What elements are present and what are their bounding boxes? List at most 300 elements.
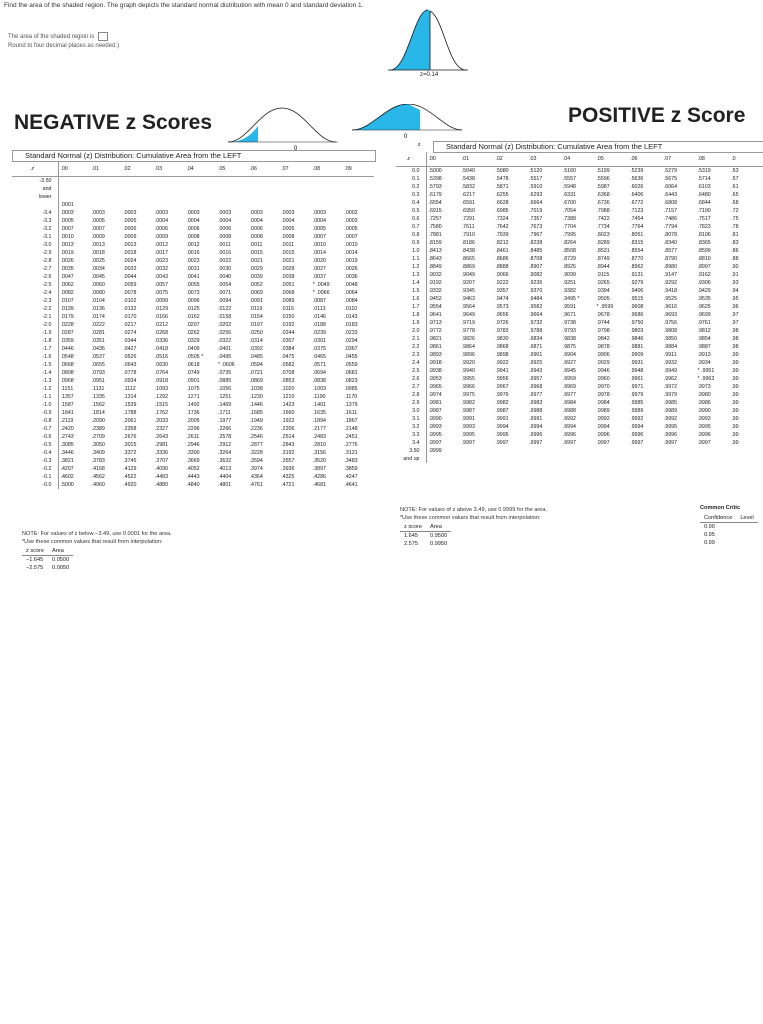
positive-area-cell: .7642 <box>495 224 509 230</box>
negative-area-cell: .1635 <box>312 410 327 416</box>
negative-z-cell: -1.5 <box>12 361 58 369</box>
positive-area-cell: .9821 <box>428 336 442 342</box>
positive-area-cell: .99 <box>731 360 739 366</box>
negative-col-header: .06 <box>248 162 280 177</box>
positive-area-cell <box>662 455 696 463</box>
negative-table-row <box>12 457 374 465</box>
negative-z-cell: -2.9 <box>12 249 58 257</box>
positive-area-cell: .86 <box>731 248 739 254</box>
negative-area-cell: .0485 <box>249 354 263 360</box>
positive-area-cell: .95 <box>731 296 739 302</box>
negative-area-cell: .1949 <box>249 418 263 424</box>
negative-area-cell: .0107 <box>60 298 74 304</box>
negative-area-cell: .0001 <box>60 202 74 208</box>
negative-area-cell: .0222 <box>91 322 105 328</box>
positive-z-cell: 3.4 <box>396 439 426 447</box>
positive-area-cell: .9971 <box>630 384 644 390</box>
negative-col-header: .00 <box>58 162 90 177</box>
positive-area-cell: * .9963 <box>697 376 715 382</box>
negative-area-cell: .1335 <box>91 394 105 400</box>
positive-area-cell: .9918 <box>428 360 442 366</box>
positive-area-cell: .7088 <box>596 208 610 214</box>
positive-area-cell: .9943 <box>529 368 543 374</box>
positive-area-cell: .9995 <box>697 424 711 430</box>
positive-z-cell: 3.50 <box>396 447 426 455</box>
negative-area-cell: .0158 <box>217 314 232 320</box>
negative-area-cell: .0104 <box>91 298 105 304</box>
negative-area-cell: .0038 <box>281 274 295 280</box>
negative-area-cell: .2743 <box>60 434 74 440</box>
negative-z-cell: -3.0 <box>12 241 58 249</box>
positive-area-cell: .9147 <box>663 272 678 278</box>
positive-area-cell: .9726 <box>495 320 509 326</box>
negative-area-cell: .4483 <box>154 474 169 480</box>
positive-area-cell: .9988 <box>529 408 543 414</box>
positive-area-cell: .8554 <box>630 248 644 254</box>
positive-area-cell: .5438 <box>461 176 475 182</box>
positive-col-header: .05 <box>594 152 628 167</box>
negative-area-cell: .0375 <box>312 346 327 352</box>
positive-area-cell: .9803 <box>630 328 644 334</box>
positive-area-cell: .7764 <box>630 224 644 230</box>
positive-area-cell: .9573 <box>495 304 509 310</box>
negative-area-cell: .0005 <box>91 218 105 224</box>
positive-area-cell: .99 <box>731 424 739 430</box>
negative-area-cell: .3594 <box>249 458 263 464</box>
positive-area-cell: .8577 <box>663 248 678 254</box>
negative-area-cell: .0016 <box>217 250 232 256</box>
negative-area-cell: .2090 <box>91 418 105 424</box>
positive-area-cell: .5319 <box>697 168 711 174</box>
negative-area-cell: .4090 <box>154 466 169 472</box>
positive-area-cell: .8665 <box>461 256 475 262</box>
positive-area-cell: .7967 <box>529 232 543 238</box>
negative-area-cell: .0516 <box>154 354 169 360</box>
positive-area-cell <box>561 447 595 455</box>
positive-area-cell <box>594 455 628 463</box>
positive-area-cell: .8413 <box>428 248 442 254</box>
negative-area-cell: .0003 <box>312 210 327 216</box>
positive-area-cell: .9495 * <box>562 296 580 302</box>
negative-area-cell: .0019 <box>344 258 358 264</box>
negative-area-cell: .0630 <box>154 362 169 368</box>
positive-z-cell: 1.1 <box>396 255 426 263</box>
positive-area-cell: .9973 <box>697 384 711 390</box>
negative-area-cell: .1056 <box>217 386 232 392</box>
positive-area-cell: .9992 <box>562 416 577 422</box>
negative-area-cell: .0170 <box>123 314 137 320</box>
positive-col-header: .0 <box>729 152 763 167</box>
negative-z-cell: -3.2 <box>12 225 58 233</box>
negative-area-cell: .0505 * <box>186 354 204 360</box>
positive-area-cell: .9993 <box>461 424 475 430</box>
positive-area-cell: .9967 <box>495 384 509 390</box>
positive-area-cell: .9986 <box>697 400 711 406</box>
negative-table-row <box>12 265 374 273</box>
negative-area-cell: .0028 <box>281 266 295 272</box>
negative-table-row <box>12 449 374 457</box>
negative-area-cell <box>184 177 216 186</box>
negative-area-cell: .0102 <box>123 298 137 304</box>
positive-area-cell: .6628 <box>495 200 509 206</box>
positive-z-cell: 2.6 <box>396 375 426 383</box>
negative-area-cell: .1867 <box>344 418 358 424</box>
negative-area-cell <box>216 201 248 209</box>
negative-area-cell: .0007 <box>312 234 327 240</box>
negative-area-cell: .2119 <box>60 418 74 424</box>
positive-area-cell: .7611 <box>461 224 475 230</box>
positive-area-cell: .9357 <box>495 288 509 294</box>
negative-z-cell: -2.6 <box>12 273 58 281</box>
positive-z-cell: 0.7 <box>396 223 426 231</box>
positive-area-cell: .9995 <box>495 432 509 438</box>
negative-area-cell: .4562 <box>91 474 105 480</box>
negative-table-row <box>12 313 374 321</box>
negative-area-cell: .0010 <box>312 242 327 248</box>
positive-area-cell: .8315 <box>630 240 644 246</box>
positive-area-cell: .9934 <box>697 360 711 366</box>
negative-area-cell: .3300 <box>186 450 200 456</box>
positive-z-cell: 0.5 <box>396 207 426 215</box>
positive-area-cell: .7190 <box>697 208 711 214</box>
positive-table-row <box>396 447 763 455</box>
negative-table-row <box>12 257 374 265</box>
positive-area-cell: .9641 <box>428 312 442 318</box>
negative-area-cell <box>279 177 311 186</box>
negative-interp-cell: 0.0500 <box>52 557 70 563</box>
negative-shaded <box>228 126 258 142</box>
positive-table-row <box>396 431 763 439</box>
negative-area-cell: .2483 <box>312 434 327 440</box>
negative-area-cell: .0823 <box>344 378 358 384</box>
positive-area-cell: .9850 <box>663 336 678 342</box>
negative-table-row <box>12 289 374 297</box>
positive-area-cell: .9997 <box>495 440 509 446</box>
negative-area-cell: .2061 <box>123 418 137 424</box>
negative-z-cell: -0.3 <box>12 457 58 465</box>
positive-area-cell: .8962 <box>630 264 644 270</box>
negative-area-cell <box>248 193 280 201</box>
negative-z-cell: -3.3 <box>12 217 58 225</box>
negative-area-cell: .3632 <box>217 458 232 464</box>
negative-table-row <box>12 241 374 249</box>
negative-area-cell: .2451 <box>344 434 358 440</box>
positive-area-cell: .7734 <box>596 224 610 230</box>
positive-area-cell: .9984 <box>562 400 577 406</box>
positive-area-cell: .5948 <box>562 184 577 190</box>
positive-area-cell: .9995 <box>663 424 678 430</box>
positive-area-cell: .5398 <box>428 176 442 182</box>
negative-area-cell: .0401 <box>217 346 232 352</box>
negative-area-cell: .0793 <box>91 370 105 376</box>
positive-z-cell: 1.9 <box>396 319 426 327</box>
negative-table-row <box>12 345 374 353</box>
positive-area-cell: .9838 <box>562 336 577 342</box>
positive-area-cell: .9713 <box>428 320 442 326</box>
positive-table-row <box>396 407 763 415</box>
positive-area-cell: .9162 <box>697 272 711 278</box>
positive-area-cell: .99 <box>731 440 739 446</box>
negative-area-cell: .0233 <box>344 330 358 336</box>
positive-area-cell: .9982 <box>495 400 509 406</box>
negative-area-cell: .3336 <box>154 450 169 456</box>
positive-area-cell: .6844 <box>697 200 711 206</box>
negative-area-cell: .0455 <box>344 354 358 360</box>
negative-area-cell <box>153 193 185 201</box>
negative-area-cell: .3520 <box>312 458 327 464</box>
negative-area-cell: .3446 <box>60 450 74 456</box>
negative-area-cell: .0122 <box>217 306 232 312</box>
answer-input[interactable] <box>98 32 108 41</box>
negative-area-cell: .0013 <box>60 242 74 248</box>
critical-cell: 0.99 <box>704 540 715 546</box>
positive-area-cell: .6217 <box>461 192 475 198</box>
positive-z-cell: 1.5 <box>396 287 426 295</box>
negative-area-cell: .0017 <box>154 250 169 256</box>
positive-table-row <box>396 175 763 183</box>
negative-z-cell: -1.6 <box>12 353 58 361</box>
positive-area-cell: .98 <box>731 328 739 334</box>
negative-area-cell: .2611 <box>186 434 200 440</box>
positive-area-cell: .99 <box>731 392 739 398</box>
positive-area-cell: .9994 <box>630 424 644 430</box>
positive-area-cell: .9756 <box>663 320 678 326</box>
positive-area-cell: .9959 <box>562 376 577 382</box>
positive-table-row <box>396 223 763 231</box>
negative-area-cell: .0314 <box>249 338 263 344</box>
negative-table-row <box>12 305 374 313</box>
negative-z-cell: -3.4 <box>12 209 58 217</box>
negative-area-cell: .1401 <box>312 402 327 408</box>
negative-table-row <box>12 225 374 233</box>
negative-area-cell <box>248 201 280 209</box>
positive-area-cell: .9948 <box>630 368 644 374</box>
positive-z-cell: 2.5 <box>396 367 426 375</box>
negative-z-cell: -1.0 <box>12 401 58 409</box>
negative-table-row <box>12 321 374 329</box>
negative-area-cell: .3121 <box>344 450 358 456</box>
negative-area-cell: .3859 <box>344 466 358 472</box>
positive-area-cell <box>426 455 460 463</box>
positive-area-cell: .9505 <box>596 296 610 302</box>
negative-area-cell: .0004 <box>186 218 200 224</box>
negative-area-cell: .0367 <box>344 346 358 352</box>
positive-area-cell: .7454 <box>630 216 644 222</box>
positive-table-row <box>396 215 763 223</box>
critical-values-title: Common Critic <box>700 505 741 511</box>
negative-area-cell <box>311 201 343 209</box>
negative-area-cell: .0183 <box>344 322 358 328</box>
positive-area-cell: .9970 <box>596 384 610 390</box>
positive-area-cell: .9925 <box>529 360 543 366</box>
negative-area-cell: .2709 <box>91 434 105 440</box>
negative-area-cell: .0005 <box>312 226 327 232</box>
positive-area-cell: .9901 <box>529 352 543 358</box>
positive-area-cell: .9945 <box>562 368 577 374</box>
negative-area-cell: .0655 <box>91 362 105 368</box>
negative-area-cell: .1038 <box>249 386 263 392</box>
negative-area-cell: .0006 <box>123 226 137 232</box>
positive-area-cell: .7324 <box>495 216 509 222</box>
negative-area-cell: .4404 <box>217 474 232 480</box>
negative-area-cell: .4247 <box>344 474 358 480</box>
negative-area-cell: .3821 <box>60 458 74 464</box>
positive-z-cell: 3.2 <box>396 423 426 431</box>
negative-area-cell: .4325 <box>281 474 295 480</box>
positive-area-cell: .9953 <box>428 376 442 382</box>
positive-area-cell: .9974 <box>428 392 442 398</box>
positive-area-cell: .9929 <box>596 360 610 366</box>
positive-area-cell: .9878 <box>596 344 610 350</box>
positive-z-cell: 0.8 <box>396 231 426 239</box>
negative-area-cell <box>342 201 374 209</box>
negative-area-cell <box>90 185 122 193</box>
negative-area-cell: .1190 <box>312 394 326 400</box>
positive-area-cell: .9861 <box>428 344 442 350</box>
positive-curve-z: z <box>418 142 421 148</box>
positive-area-cell: .8159 <box>428 240 442 246</box>
negative-area-cell: .0262 <box>186 330 200 336</box>
positive-area-cell: .8643 <box>428 256 442 262</box>
positive-area-cell: .7257 <box>428 216 442 222</box>
positive-area-cell: .9992 <box>596 416 610 422</box>
positive-interp-row <box>400 540 451 548</box>
negative-area-cell: .0008 <box>249 234 263 240</box>
negative-area-cell: * .0606 <box>217 362 235 368</box>
negative-area-cell: .0071 <box>217 290 232 296</box>
negative-area-cell <box>311 177 343 186</box>
positive-area-cell: .9949 <box>663 368 678 374</box>
negative-area-cell: .0018 <box>91 250 105 256</box>
negative-area-cell: .0025 <box>91 258 105 264</box>
negative-area-cell: .0006 <box>217 226 232 232</box>
negative-area-cell: .0119 <box>249 306 263 312</box>
positive-area-cell: .99 <box>731 400 739 406</box>
positive-table-row <box>396 295 763 303</box>
negative-area-cell: .0207 <box>186 322 200 328</box>
negative-area-cell: .2810 <box>312 442 327 448</box>
positive-area-cell: .9783 <box>495 328 509 334</box>
positive-area-cell: .5239 <box>630 168 644 174</box>
negative-area-cell: .4960 <box>91 482 105 488</box>
positive-area-cell: .9699 <box>697 312 711 318</box>
negative-area-cell <box>90 193 122 201</box>
negative-area-cell: .2514 <box>281 434 295 440</box>
negative-area-cell: .0044 <box>123 274 137 280</box>
positive-area-cell: .9997 <box>663 440 678 446</box>
negative-area-cell: .0179 <box>60 314 74 320</box>
negative-curve-zero: 0 <box>294 146 298 150</box>
positive-shaded <box>352 104 420 130</box>
critical-row <box>700 523 758 532</box>
negative-area-cell: .0003 <box>281 210 295 216</box>
negative-area-cell: .1711 <box>217 410 231 416</box>
positive-area-cell: .8106 <box>697 232 711 238</box>
positive-table-row <box>396 455 763 463</box>
negative-area-cell: .4840 <box>186 482 200 488</box>
negative-area-cell: .0069 <box>249 290 263 296</box>
positive-area-cell: .8508 <box>562 248 577 254</box>
negative-area-cell: .0024 <box>123 258 137 264</box>
negative-area-cell: .0143 <box>344 314 358 320</box>
negative-area-cell: .0495 <box>217 354 232 360</box>
negative-area-cell: .3783 <box>91 458 105 464</box>
positive-col-header: z <box>396 152 426 167</box>
negative-area-cell: .1314 <box>123 394 137 400</box>
negative-area-cell: .2236 <box>249 426 263 432</box>
positive-area-cell: .9988 <box>562 408 577 414</box>
negative-area-cell: .0020 <box>312 258 327 264</box>
positive-area-cell: .7019 <box>529 208 543 214</box>
positive-area-cell: .9987 <box>428 408 442 414</box>
negative-area-cell: .3707 <box>154 458 169 464</box>
positive-area-cell: .9989 <box>596 408 610 414</box>
question-text: Find the area of the shaded region. The graph depicts the standard normal distribution with mean 0 and standard deviation 1. <box>4 2 364 9</box>
negative-area-cell: .0594 <box>249 362 263 368</box>
negative-area-cell: .2912 <box>217 442 232 448</box>
negative-title: NEGATIVE z Scores <box>14 111 213 134</box>
positive-area-cell: .9962 <box>663 376 678 382</box>
negative-table-row <box>12 353 374 361</box>
negative-area-cell: .0465 <box>312 354 327 360</box>
positive-area-cell: .9909 <box>630 352 644 358</box>
positive-table-row <box>396 335 763 343</box>
positive-area-cell <box>460 455 494 463</box>
positive-area-cell: .8770 <box>630 256 644 262</box>
negative-area-cell <box>311 193 343 201</box>
positive-area-cell: .98 <box>731 336 739 342</box>
positive-area-cell: .9898 <box>495 352 509 358</box>
negative-area-cell: .0013 <box>123 242 137 248</box>
negative-area-cell: .1170 <box>344 394 358 400</box>
positive-area-cell: .8869 <box>461 264 475 270</box>
negative-area-cell: .0571 <box>312 362 327 368</box>
positive-area-cell: .8461 <box>495 248 509 254</box>
positive-z-cell: 1.8 <box>396 311 426 319</box>
negative-area-cell: .0004 <box>249 218 263 224</box>
positive-area-cell: .9990 <box>697 408 711 414</box>
positive-col-header: .01 <box>460 152 494 167</box>
positive-interp-note: *Use these common values that result from interpolation: <box>400 515 541 521</box>
positive-area-cell: .9834 <box>529 336 543 342</box>
positive-area-cell: .9406 <box>630 288 644 294</box>
positive-area-cell: .8944 <box>596 264 610 270</box>
positive-area-cell <box>729 455 763 463</box>
negative-area-cell: .2643 <box>154 434 169 440</box>
positive-area-cell: .9345 <box>461 288 475 294</box>
negative-area-cell: .1736 <box>186 410 200 416</box>
positive-col-header: .07 <box>662 152 696 167</box>
negative-area-cell: .4721 <box>281 482 295 488</box>
negative-table-row <box>12 433 374 441</box>
positive-z-cell: 3.3 <box>396 431 426 439</box>
negative-area-cell <box>121 177 153 186</box>
positive-table-row <box>396 327 763 335</box>
negative-curve <box>228 104 338 150</box>
positive-area-cell: .6591 <box>461 200 475 206</box>
positive-z-cell: 1.7 <box>396 303 426 311</box>
positive-area-cell: .5832 <box>461 184 475 190</box>
positive-area-cell: .9292 <box>663 280 678 286</box>
positive-area-cell: .9826 <box>461 336 475 342</box>
positive-area-cell: .9463 <box>461 296 475 302</box>
positive-area-cell: .9991 <box>529 416 543 422</box>
negative-area-cell: .0002 <box>344 210 358 216</box>
negative-area-cell: .0035 <box>60 266 74 272</box>
positive-area-cell: .9989 <box>630 408 644 414</box>
positive-col-header: .03 <box>527 152 561 167</box>
positive-area-cell: .7486 <box>663 216 678 222</box>
